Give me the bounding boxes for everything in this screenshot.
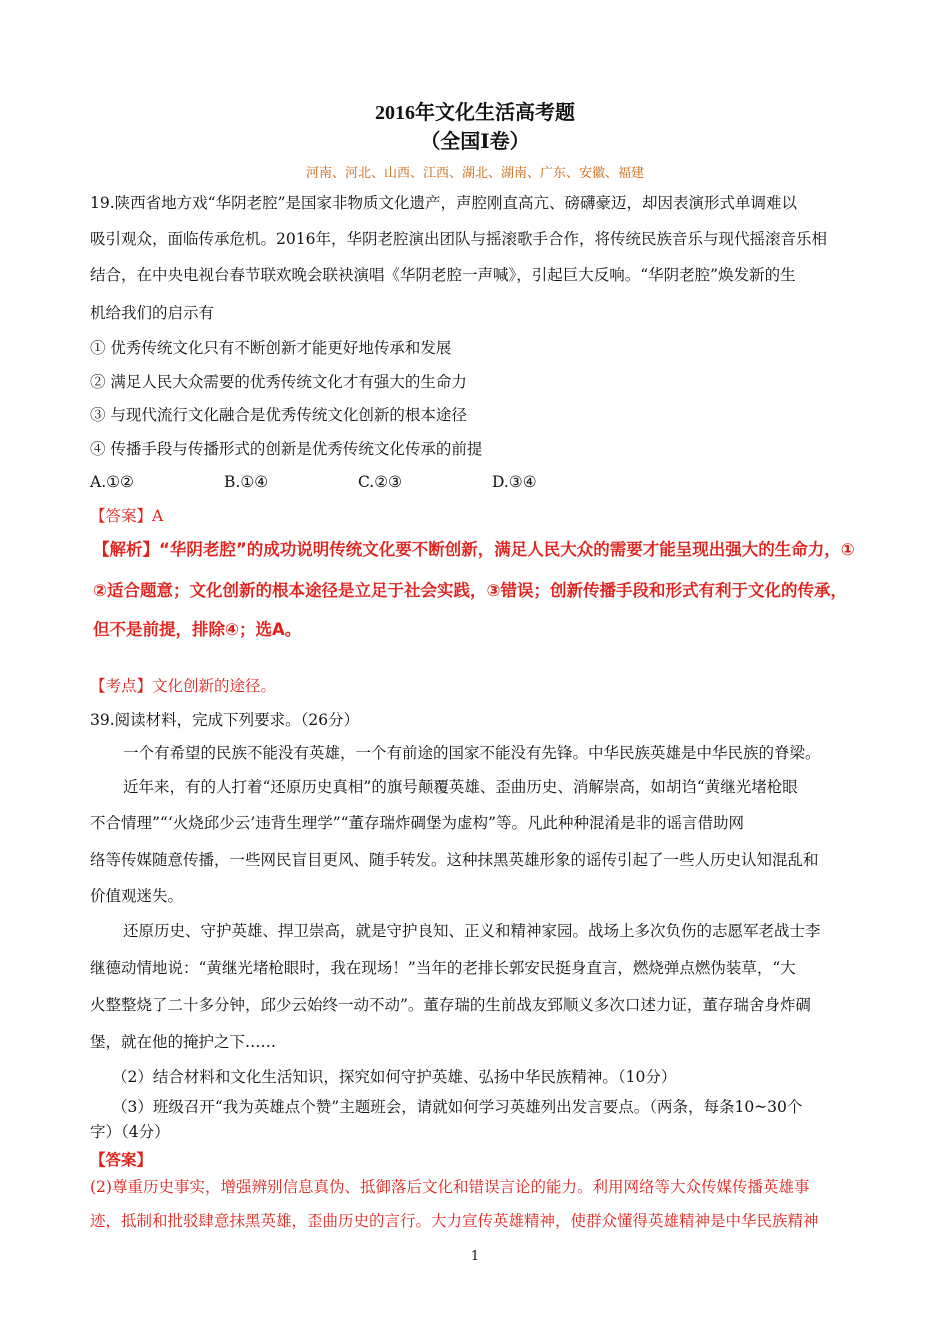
q19-stem-line: 吸引观众，面临传承危机。2016年，华阴老腔演出团队与摇滚歌手合作，将传统民族音乐与现代摇滚音乐相: [90, 230, 827, 248]
q19-option-a: A.①②: [90, 473, 134, 491]
q39-material-line: 火整整烧了二十多分钟，邱少云始终一动不动”。董存瑞的生前战友郅顺义多次口述力证，董存瑞舍身炸碉: [90, 996, 811, 1014]
q19-statement: ③ 与现代流行文化融合是优秀传统文化创新的根本途径: [90, 406, 467, 424]
q39-material-line: 络等传媒随意传播，一些网民盲目更风、随手转发。这种抹黑英雄形象的谣传引起了一些人历史认知混乱和: [90, 851, 819, 869]
q19-stem-line: 19.陕西省地方戏“华阴老腔”是国家非物质文化遗产，声腔刚直高亢、磅礴豪迈，却因表演形式单调难以: [90, 194, 798, 212]
q39-material-line: 近年来，有的人打着“还原历史真相”的旗号颠覆英雄、歪曲历史、消解崇高，如胡诌“黄继光堵枪眼: [123, 778, 798, 796]
q19-option-d: D.③④: [492, 473, 537, 491]
q39-subquestion-3: （3）班级召开“我为英雄点个赞”主题班会，请就如何学习英雄列出发言要点。（两条，每条10~30个: [112, 1098, 803, 1116]
q19-option-b: B.①④: [224, 473, 269, 491]
q39-subquestion-3-cont: 字）（4分）: [90, 1123, 170, 1141]
q39-material-line: 不合情理”“‘火烧邱少云’违背生理学”“董存瑞炸碉堡为虚构”等。凡此种种混淆是非的谣言借助网: [90, 814, 744, 832]
q19-stem-line: 机给我们的启示有: [90, 304, 215, 322]
q19-analysis-line: 【解析】“华阴老腔”的成功说明传统文化要不断创新，满足人民大众的需要才能呈现出强大的生命力，①: [93, 540, 855, 559]
q39-stem: 39.阅读材料，完成下列要求。（26分）: [90, 711, 360, 729]
q19-analysis-line: 但不是前提，排除④；选A。: [93, 620, 302, 639]
page-number: 1: [470, 1249, 480, 1264]
q19-analysis-line: ②适合题意；文化创新的根本途径是立足于社会实践，③错误；创新传播手段和形式有利于文化的传承，: [93, 581, 847, 600]
q39-material-line: 价值观迷失。: [90, 887, 184, 905]
q39-material-line: 继德动情地说：“黄继光堵枪眼时，我在现场！”当年的老排长郭安民挺身直言，燃烧弹点燃伪装草，“大: [90, 959, 796, 977]
q39-answer-label: 【答案】: [90, 1150, 153, 1169]
q39-material-line: 还原历史、守护英雄、捍卫崇高，就是守护良知、正义和精神家园。战场上多次负伤的志愿军老战士李: [123, 922, 821, 940]
page-title: 2016年文化生活高考题: [375, 102, 575, 124]
q39-material-line: 堡，就在他的掩护之下……: [90, 1033, 277, 1051]
q19-stem-line: 结合，在中央电视台春节联欢晚会联袂演唱《华阴老腔一声喊》，引起巨大反响。“华阴老腔”焕发新的生: [90, 266, 796, 284]
page-subtitle: （全国Ⅰ卷）: [420, 129, 530, 153]
q39-subquestion-2: （2）结合材料和文化生活知识，探究如何守护英雄、弘扬中华民族精神。（10分）: [112, 1068, 677, 1086]
q39-answer-line: (2)尊重历史事实，增强辨别信息真伪、抵御落后文化和错误言论的能力。利用网络等大众传媒传播英雄事: [90, 1178, 810, 1196]
q19-option-c: C.②③: [358, 473, 403, 491]
q19-knowledge-point: 【考点】文化创新的途径。: [90, 677, 277, 695]
region-list: 河南、河北、山西、江西、湖北、湖南、广东、安徽、福建: [305, 166, 644, 181]
q19-statement: ④ 传播手段与传播形式的创新是优秀传统文化传承的前提: [90, 440, 483, 458]
q39-material-line: 一个有希望的民族不能没有英雄，一个有前途的国家不能没有先锋。中华民族英雄是中华民族的脊梁。: [123, 744, 821, 762]
q39-answer-line: 迹，抵制和批驳肆意抹黑英雄，歪曲历史的言行。大力宣传英雄精神，使群众懂得英雄精神是中华民族精神: [90, 1212, 819, 1230]
q19-statement: ② 满足人民大众需要的优秀传统文化才有强大的生命力: [90, 373, 467, 391]
q19-answer: 【答案】A: [90, 507, 164, 525]
q19-statement: ① 优秀传统文化只有不断创新才能更好地传承和发展: [90, 339, 452, 357]
